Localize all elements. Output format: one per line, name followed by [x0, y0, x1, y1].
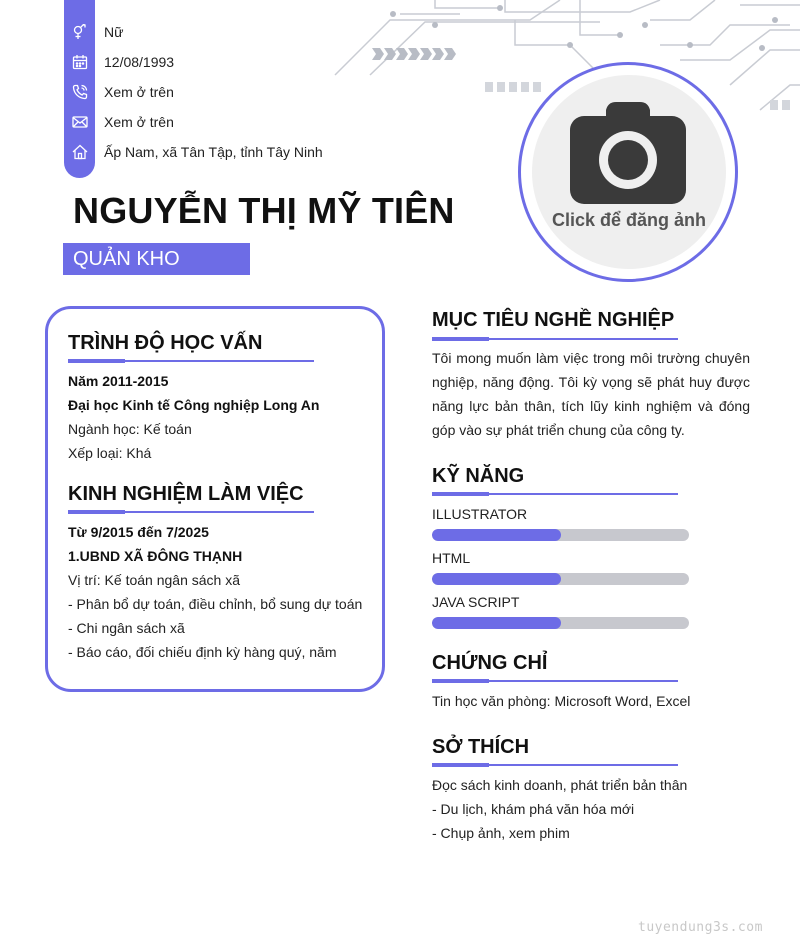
contact-dob [64, 50, 174, 74]
skill-name: HTML [432, 550, 471, 566]
email-text: Xem ở trên [104, 114, 174, 130]
experience-period: Từ 9/2015 đến 7/2025 [68, 524, 209, 540]
home-icon [64, 140, 95, 164]
skill-bar [432, 529, 689, 541]
calendar-icon [64, 50, 95, 74]
education-title: TRÌNH ĐỘ HỌC VẤN [68, 332, 263, 354]
experience-duty: - Báo cáo, đối chiếu định kỳ hàng quý, năm [68, 644, 337, 660]
experience-company: 1.UBND XÃ ĐÔNG THẠNH [68, 548, 243, 564]
photo-upload-label[interactable]: Click để đăng ảnh [551, 210, 707, 230]
skill-bar-fill [432, 529, 561, 541]
education-period: Năm 2011-2015 [68, 373, 169, 389]
experience-duty: - Phân bổ dự toán, điều chỉnh, bổ sung dự toán [68, 596, 363, 612]
address-text: Ấp Nam, xã Tân Tập, tỉnh Tây Ninh [104, 144, 323, 160]
phone-text: Xem ở trên [104, 84, 174, 100]
experience-divider [68, 511, 314, 513]
skill-bar-fill [432, 617, 561, 629]
mail-icon [64, 110, 95, 134]
contact-phone [64, 80, 174, 104]
hobbies-title: SỞ THÍCH [432, 736, 530, 758]
watermark: tuyendung3s.com [638, 920, 763, 935]
certificates-divider [432, 680, 678, 682]
objective-divider [432, 338, 678, 340]
contact-address [64, 140, 323, 164]
hobby-item: - Du lịch, khám phá văn hóa mới [432, 801, 635, 817]
skills-divider [432, 493, 678, 495]
objective-text: Tôi mong muốn làm việc trong môi trường chuyên nghiệp, năng động. Tôi kỳ vọng sẽ phát huy được năng lực bản thân, tích lũy kinh nghiệm và đóng góp vào sự phát triển chung của công ty. [432, 350, 750, 438]
education-divider [68, 360, 314, 362]
skill-bar [432, 617, 689, 629]
phone-icon [64, 80, 95, 104]
hobbies-divider [432, 764, 678, 766]
gender-icon [64, 20, 95, 44]
skill-name: JAVA SCRIPT [432, 594, 520, 610]
experience-position: Vị trí: Kế toán ngân sách xã [68, 572, 240, 588]
camera-icon[interactable] [566, 100, 690, 206]
experience-title: KINH NGHIỆM LÀM VIỆC [68, 483, 304, 505]
hobby-item: - Chụp ảnh, xem phim [432, 825, 570, 841]
dob-text: 12/08/1993 [104, 54, 175, 70]
skills-title: KỸ NĂNG [432, 465, 525, 487]
objective-title: MỤC TIÊU NGHỀ NGHIỆP [432, 309, 675, 331]
skill-bar [432, 573, 689, 585]
hobby-item: Đọc sách kinh doanh, phát triển bản thân [432, 777, 688, 793]
job-title: QUẢN KHO [63, 243, 250, 275]
experience-duty: - Chi ngân sách xã [68, 620, 185, 636]
gender-text: Nữ [104, 24, 124, 40]
education-grade: Xếp loại: Khá [68, 445, 152, 461]
certificates-title: CHỨNG CHỈ [432, 652, 548, 674]
certificates-text: Tin học văn phòng: Microsoft Word, Excel [432, 693, 691, 709]
candidate-name: NGUYỄN THỊ MỸ TIÊN [73, 190, 455, 231]
skill-bar-fill [432, 573, 561, 585]
education-major: Ngành học: Kế toán [68, 421, 192, 437]
education-school: Đại học Kinh tế Công nghiệp Long An [68, 397, 320, 413]
contact-gender [64, 20, 123, 44]
skill-name: ILLUSTRATOR [432, 506, 528, 522]
contact-email [64, 110, 174, 134]
